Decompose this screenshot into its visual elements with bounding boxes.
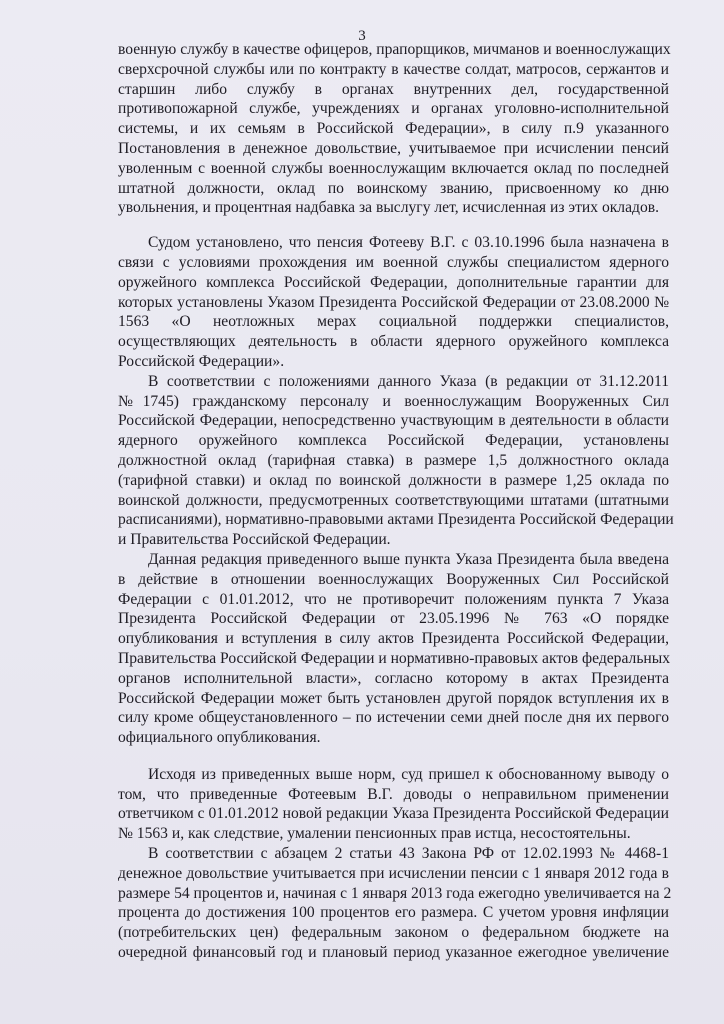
text-line: увольнения, и процентная надбавка за выслугу лет, исчисленная из этих окладов.: [118, 199, 660, 217]
text-line: процента до достижения 100 процентов его размера. С учетом уровня инфляции: [118, 904, 669, 922]
text-line: ответчиком с 01.01.2012 новой редакции Указа Президента Российской Федерации: [118, 805, 669, 823]
paragraph: [118, 40, 669, 218]
text-line: №1745) гражданскому персоналу и военнослужащим Вооруженных Сил: [118, 392, 669, 410]
text-line: Данная редакция приведенного выше пункта Указа Президента была введена: [148, 550, 669, 568]
text-line: старшин либо службу в органах внутренних дел, государственной: [118, 80, 669, 98]
paragraph: [118, 844, 672, 963]
text-line: (потребительских цен) федеральным законом о федеральном бюджете на: [118, 924, 669, 942]
text-line: официального опубликования.: [118, 729, 321, 747]
paragraph: [118, 233, 669, 372]
text-line: Постановления в денежное довольствие, учитываемое при исчислении пенсий: [118, 139, 669, 157]
text-line: и Правительства Российской Федерации.: [118, 531, 391, 549]
text-line: В соответствии с положениями данного Указа (в редакции от 31.12.2011: [148, 372, 669, 390]
text-line: (тарифной ставки) и оклад по воинской должности в размере 1,25 оклада по: [118, 471, 669, 489]
text-line: сверхсрочной службы или по контракту в качестве солдат, матросов, сержантов и: [118, 60, 669, 78]
text-line: в действие в отношении военнослужащих Вооруженных Сил Российской: [118, 570, 669, 588]
text-line: системы, и их семьям в Российской Федерации», в силу п.9 указанного: [118, 120, 669, 138]
document-body: [118, 40, 674, 963]
page-number: 3: [358, 28, 366, 44]
text-line: размере 54 процентов и, начиная с 1 января 2013 года ежегодно увеличивается на 2: [118, 884, 672, 902]
text-line: органов исполнительной власти», согласно которому в актах Президента: [118, 669, 669, 687]
text-line: ядерного оружейного комплекса Российской Федерации, установлены: [118, 432, 669, 450]
text-line: Федерации с 01.01.2012, что не противоречит положениям пункта 7 Указа: [118, 590, 669, 608]
text-line: Судом установлено, что пенсия Фотееву В.Г. с 03.10.1996 была назначена в: [148, 234, 669, 252]
text-line: оружейного комплекса Российской Федерации, дополнительные гарантии для: [118, 273, 669, 291]
text-line: силу кроме общеустановленного – по истечении семи дней после дня их первого: [118, 709, 669, 727]
text-line: Правительства Российской Федерации и нормативно-правовых актов федеральных: [118, 649, 671, 667]
text-line: том, что приведенные Фотеевым В.Г. доводы о неправильном применении: [118, 785, 669, 803]
text-line: связи с условиями прохождения им военной службы специалистом ядерного: [118, 253, 669, 271]
text-line: расписаниями), нормативно-правовыми актами Президента Российской Федерации: [118, 511, 674, 529]
text-line: которых установлены Указом Президента Российской Федерации от 23.08.2000 №: [118, 293, 669, 311]
paragraph: [118, 765, 669, 844]
paragraph: [118, 550, 669, 748]
text-line: противопожарной службе, учреждениях и органах уголовно-исполнительной: [118, 100, 669, 118]
text-line: Исходя из приведенных выше норм, суд пришел к обоснованному выводу о: [148, 765, 669, 783]
text-line: 1563 «О неотложных мерах социальной поддержки специалистов,: [118, 313, 669, 331]
text-line: очередной финансовый год и плановый период указанное ежегодное увеличение: [118, 944, 669, 962]
text-line: № 1563 и, как следствие, умалении пенсионных прав истца, несостоятельны.: [118, 825, 631, 843]
text-line: опубликования и вступления в силу актов Президента Российской Федерации,: [118, 630, 669, 648]
text-line: Российской Федерации, непосредственно участвующим в деятельности в области: [118, 412, 669, 430]
text-line: денежное довольствие учитывается при исчислении пенсии с 1 января 2012 года в: [118, 864, 669, 882]
text-line: Российской Федерации может быть установлен другой порядок вступления их в: [118, 689, 669, 707]
paragraph: [118, 372, 674, 550]
text-line: Президента Российской Федерации от 23.05.1996 № 763 «О порядке: [118, 610, 669, 628]
text-line: уволенным с военной службы военнослужащим включается оклад по последней: [118, 159, 669, 177]
text-line: должностной оклад (тарифная ставка) в размере 1,5 должностного оклада: [118, 451, 669, 469]
text-line: штатной должности, оклад по воинскому званию, присвоенному ко дню: [118, 179, 669, 197]
text-line: осуществляющих деятельность в области ядерного оружейного комплекса: [118, 333, 669, 351]
text-line: военную службу в качестве офицеров, прапорщиков, мичманов и военнослужащих: [118, 41, 671, 58]
text-line: В соответствии с абзацем 2 статьи 43 Закона РФ от 12.02.1993 № 4468-1: [148, 845, 669, 863]
text-line: Российской Федерации».: [118, 352, 285, 370]
text-line: воинской должности, предусмотренных соответствующими штатами (штатными: [118, 491, 669, 509]
